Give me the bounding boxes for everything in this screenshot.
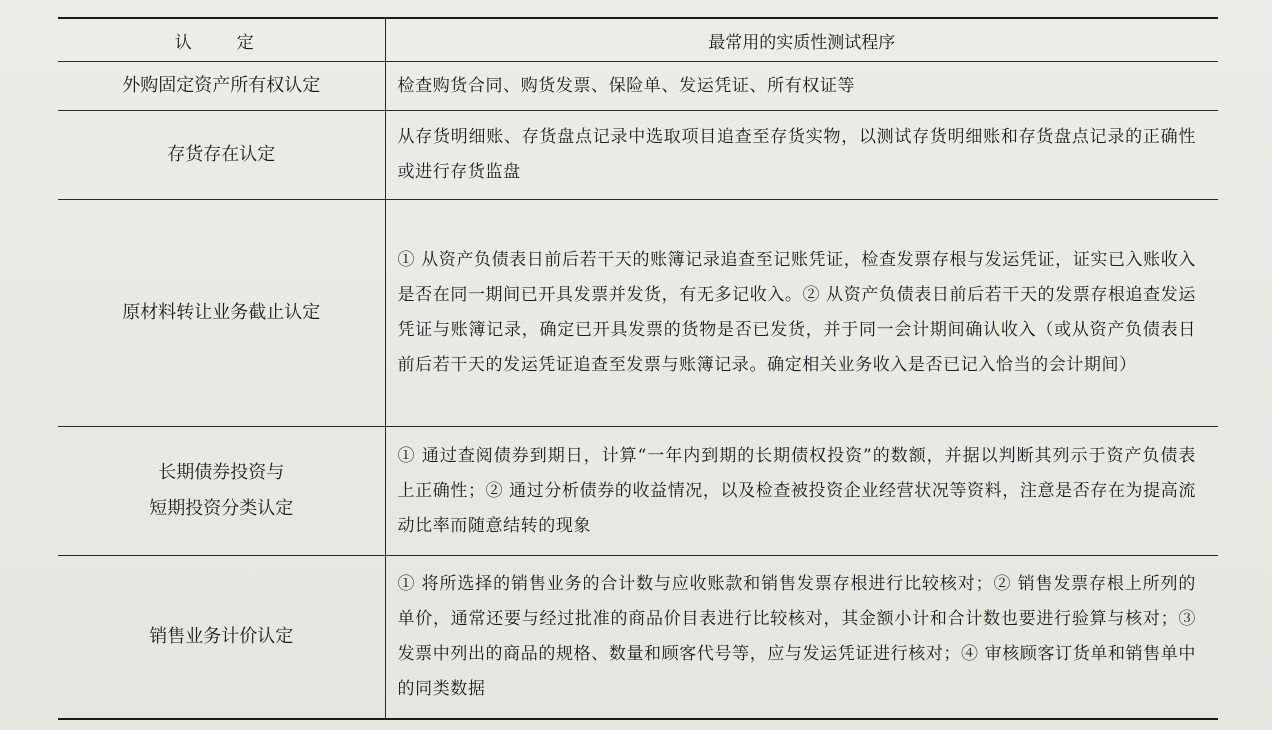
assertion-line-1: 长期债券投资与 [158,462,285,483]
table-row [58,62,1218,111]
table-row [58,200,1218,427]
assertion-cell [58,427,385,556]
table-row [58,556,1218,720]
procedure-cell: 从存货明细账、存货盘点记录中选取项目追查至存货实物，以测试存货明细账和存货盘点记录的正确性或进行存货监盘 [385,111,1218,200]
procedure-cell: 检查购货合同、购货发票、保险单、发运凭证、所有权证等 [385,62,1218,111]
assertion-cell: 外购固定资产所有权认定 [58,62,385,111]
header-row [58,18,1218,62]
table-body [58,62,1218,720]
procedure-cell: ① 将所选择的销售业务的合计数与应收账款和销售发票存根进行比较核对；② 销售发票存根上所列的单价，通常还要与经过批准的商品价目表进行比较核对，其金额小计和合计数也要进行验算与核对；③ 发票中列出的商品的规格、数量和顾客代号等，应与发运凭证进行核对；④ 审核顾客订货单和销售单中的同类数据 [385,556,1218,720]
table-row [58,427,1218,556]
header-assertion: 认 定 [58,18,385,62]
assertion-line-2: 短期投资分类认定 [149,498,294,519]
table-row [58,111,1218,200]
assertion-cell: 原材料转让业务截止认定 [58,200,385,427]
table-header [58,18,1218,62]
assertion-cell: 存货存在认定 [58,111,385,200]
header-procedure: 最常用的实质性测试程序 [385,18,1218,62]
audit-procedures-table [58,17,1218,720]
procedure-cell: ① 从资产负债表日前后若干天的账簿记录追查至记账凭证，检查发票存根与发运凭证，证实已入账收入是否在同一期间已开具发票并发货，有无多记收入。② 从资产负债表日前后若干天的发票存根追查发运凭证与账簿记录，确定已开具发票的货物是否已发货，并于同一会计期间确认收入（或从资产负债表日前后若干天的发运凭证追查至发票与账簿记录。确定相关业务收入是否已记入恰当的会计期间） [385,200,1218,427]
assertion-cell: 销售业务计价认定 [58,556,385,720]
procedure-cell: ① 通过查阅债券到期日，计算“一年内到期的长期债权投资”的数额，并据以判断其列示于资产负债表上正确性；② 通过分析债券的收益情况，以及检查被投资企业经营状况等资料，注意是否存在为提高流动比率而随意结转的现象 [385,427,1218,556]
